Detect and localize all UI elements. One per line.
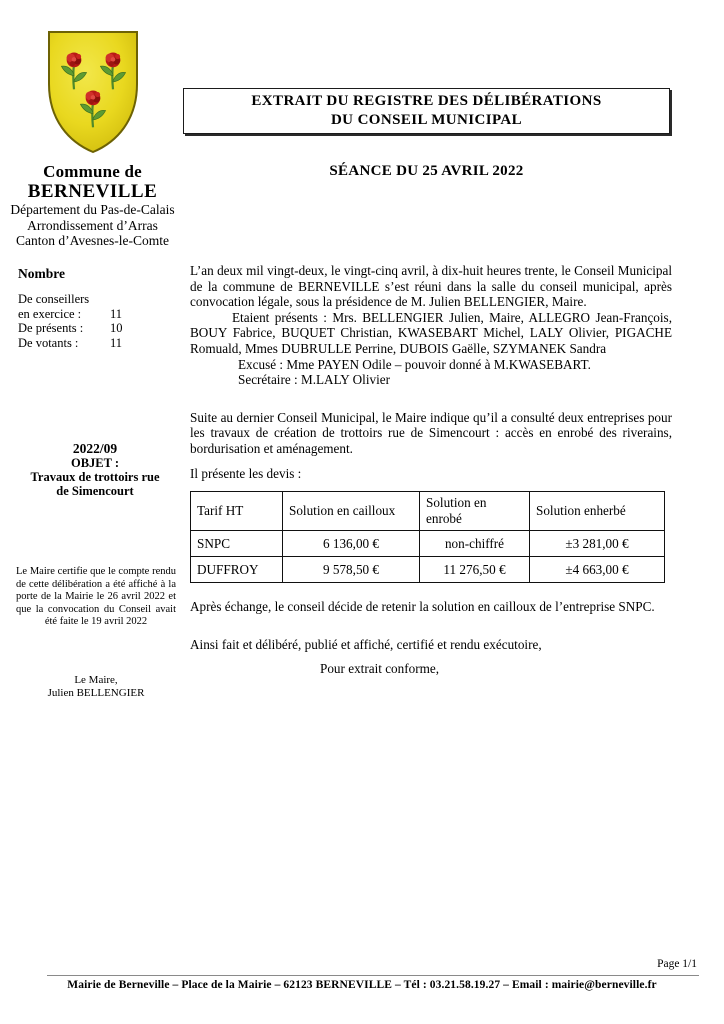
paragraph-excused: Excusé : Mme PAYEN Odile – pouvoir donné à M.KWASEBART. — [238, 356, 591, 372]
footer-contact: Mairie de Berneville – Place de la Mairie – 62123 BERNEVILLE – Tél : 03.21.58.19.27 – Email : mairie@berneville.fr — [67, 979, 657, 991]
paragraph-attendees: Etaient présents : Mrs. BELLENGIER Julien, Maire, ALLEGRO Jean-François, BOUY Fabrice, BUQUET Christian, KWASEBART Michel, LALY Olivier, PIGACHE Romuald, Mmes DUBRULLE Perrine, DUBOIS Gaëlle, SZYMANEK Sandra — [190, 309, 672, 356]
attendance-value: 10 — [110, 321, 123, 335]
table-header-row — [191, 492, 665, 531]
paragraph-context: Suite au dernier Conseil Municipal, le Maire indique qu’il a consulté deux entreprises pour les travaux de création de trottoirs rue de Simencourt : accès en enrobé des riverains, bordurisation et aménagement. — [190, 409, 672, 456]
signature-block — [16, 674, 176, 700]
document-title-box — [183, 88, 670, 134]
attendance-value: 11 — [110, 306, 123, 321]
objet-line-1: Travaux de trottoirs rue — [30, 470, 160, 484]
table-cell-company: SNPC — [191, 531, 283, 557]
paragraph-decision: Après échange, le conseil décide de retenir la solution en cailloux de l’entreprise SNPC. — [190, 599, 655, 615]
attendance-value: 11 — [110, 335, 123, 350]
table-row — [191, 531, 665, 557]
attendance-label: De présents : — [18, 321, 84, 335]
attendance-row — [18, 307, 183, 322]
table-cell-value: non-chiffré — [420, 531, 530, 557]
objet-line-2: de Simencourt — [56, 484, 134, 498]
page-number: Page 1/1 — [657, 958, 697, 970]
attendance-block — [18, 266, 183, 350]
signature-name: Julien BELLENGIER — [47, 687, 145, 699]
table-row — [191, 557, 665, 583]
table-header-cell: Solution enherbé — [530, 492, 665, 531]
coat-of-arms-shield-three-roses-icon — [45, 28, 141, 156]
attendance-value — [110, 292, 140, 307]
attendance-row — [18, 336, 183, 351]
table-header-cell: Solution en enrobé — [420, 492, 530, 531]
attendance-title: Nombre — [18, 266, 65, 281]
attendance-label: en exercice : — [18, 306, 82, 321]
paragraph-conformity: Pour extrait conforme, — [320, 661, 440, 677]
footer-divider — [47, 975, 699, 976]
attendance-row — [18, 321, 183, 336]
table-cell-value: 6 136,00 € — [283, 531, 420, 557]
document-body — [190, 263, 672, 677]
commune-label: Commune de — [43, 162, 142, 181]
attendance-row — [18, 292, 183, 307]
table-cell-value: ±3 281,00 € — [530, 531, 665, 557]
certification-note: Le Maire certifie que le compte rendu de cette délibération a été affiché à la porte de la Mairie le 26 avril 2022 et que la convocation du Conseil avait été faite le 19 avril 2022 — [16, 566, 176, 627]
document-title-line-1: EXTRAIT DU REGISTRE DES DÉLIBÉRATIONS — [251, 93, 602, 109]
sidebar-masthead — [0, 28, 185, 249]
attendance-label: De conseillers — [18, 292, 90, 306]
table-cell-value: 9 578,50 € — [283, 557, 420, 583]
objet-block — [6, 442, 184, 498]
arrondissement-label: Arrondissement d’Arras — [27, 217, 158, 233]
table-cell-company: DUFFROY — [191, 557, 283, 583]
commune-name: BERNEVILLE — [27, 181, 158, 202]
table-header-cell: Tarif HT — [191, 492, 283, 531]
paragraph-opening: L’an deux mil vingt-deux, le vingt-cinq avril, à dix-huit heures trente, le Conseil Municipal de la commune de BERNEVILLE s’est réuni dans la salle du conseil municipal, après convocation légale, sous la présidence de M. Julien BELLENGIER, Maire. — [190, 263, 672, 310]
objet-label: OBJET : — [70, 456, 120, 470]
session-date: SÉANCE DU 25 AVRIL 2022 — [329, 163, 524, 179]
paragraph-quotes-intro: Il présente les devis : — [190, 465, 302, 481]
table-header-cell: Solution en cailloux — [283, 492, 420, 531]
signature-role: Le Maire, — [74, 674, 118, 686]
attendance-label: De votants : — [18, 335, 79, 350]
document-title-line-2: DU CONSEIL MUNICIPAL — [330, 112, 523, 128]
paragraph-secretary: Secrétaire : M.LALY Olivier — [238, 372, 390, 388]
table-cell-value: ±4 663,00 € — [530, 557, 665, 583]
departement-label: Département du Pas-de-Calais — [10, 202, 175, 217]
canton-label: Canton d’Avesnes-le-Comte — [15, 233, 170, 248]
table-cell-value: 11 276,50 € — [420, 557, 530, 583]
deliberation-reference: 2022/09 — [72, 441, 118, 456]
paragraph-closing: Ainsi fait et délibéré, publié et affiché, certifié et rendu exécutoire, — [190, 636, 542, 652]
quotes-table — [190, 491, 665, 583]
